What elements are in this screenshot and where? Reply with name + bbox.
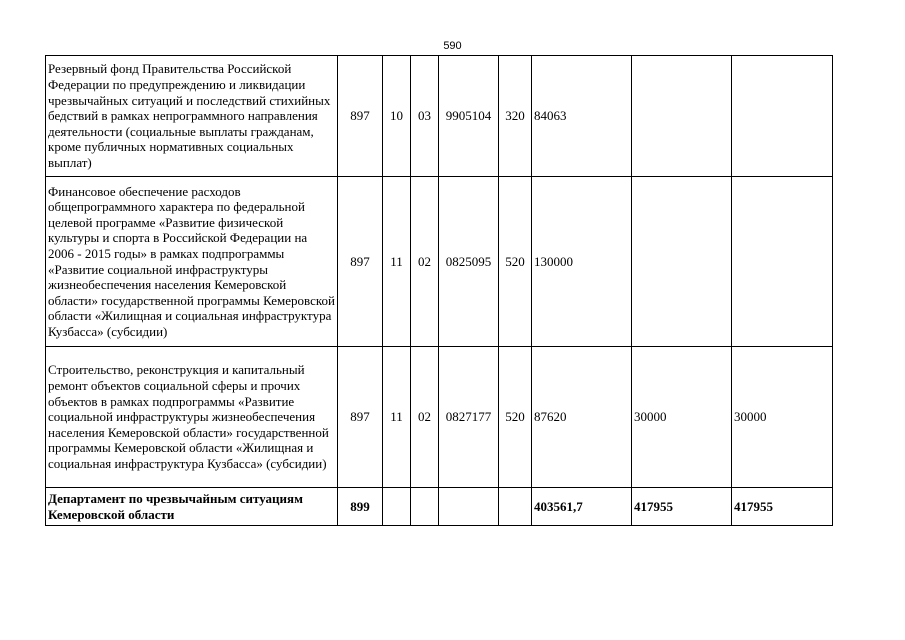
table-row: [46, 347, 833, 488]
page-number: 590: [443, 40, 462, 52]
row-name-cell: Резервный фонд Правительства Российской Федерации по предупреждению и ликвидации чрезвычайных ситуаций и последствий стихийных бедствий в рамках непрограммного направления деятельности (социальные выплаты гражданам, кроме публичных нормативных социальных выплат): [46, 56, 338, 177]
row-name-cell: Департамент по чрезвычайным ситуациям Кемеровской области: [46, 488, 338, 526]
amount-year3-cell: [732, 56, 833, 177]
amount-year2-cell: 417955: [632, 488, 732, 526]
subsection-code-cell: 02: [411, 177, 439, 347]
grbs-code-cell: 897: [338, 56, 383, 177]
subsection-code-cell: 03: [411, 56, 439, 177]
subsection-code-cell: 02: [411, 347, 439, 488]
amount-year2-cell: 30000: [632, 347, 732, 488]
amount-year1-cell: 87620: [532, 347, 632, 488]
section-code-cell: 10: [383, 56, 411, 177]
amount-year1-cell: 130000: [532, 177, 632, 347]
amount-year1-cell: 403561,7: [532, 488, 632, 526]
expense-type-cell: 320: [499, 56, 532, 177]
amount-year2-cell: [632, 177, 732, 347]
target-article-cell: 0827177: [439, 347, 499, 488]
section-code-cell: [383, 488, 411, 526]
amount-year2-cell: [632, 56, 732, 177]
table-row: [46, 56, 833, 177]
amount-year1-cell: 84063: [532, 56, 632, 177]
grbs-code-cell: 899: [338, 488, 383, 526]
row-name-cell: Строительство, реконструкция и капитальный ремонт объектов социальной сферы и прочих объектов в рамках подпрограммы «Развитие социальной инфраструктуры жизнеобеспечения населения Кемеровской области» государственной программы Кемеровской области «Жилищная и социальная инфраструктура Кузбасса» (субсидии): [46, 347, 338, 488]
budget-table: [45, 55, 833, 526]
target-article-cell: 9905104: [439, 56, 499, 177]
section-code-cell: 11: [383, 177, 411, 347]
amount-year3-cell: 417955: [732, 488, 833, 526]
target-article-cell: [439, 488, 499, 526]
table-row: [46, 488, 833, 526]
target-article-cell: 0825095: [439, 177, 499, 347]
grbs-code-cell: 897: [338, 177, 383, 347]
amount-year3-cell: [732, 177, 833, 347]
expense-type-cell: 520: [499, 177, 532, 347]
section-code-cell: 11: [383, 347, 411, 488]
expense-type-cell: 520: [499, 347, 532, 488]
subsection-code-cell: [411, 488, 439, 526]
table-row: [46, 177, 833, 347]
row-name-cell: Финансовое обеспечение расходов общепрограммного характера по федеральной целевой программе «Развитие физической культуры и спорта в Российской Федерации на 2006 - 2015 годы» в рамках подпрограммы «Развитие социальной инфраструктуры жизнеобеспечения населения Кемеровской области» государственной программы Кемеровской области «Жилищная и социальная инфраструктура Кузбасса» (субсидии): [46, 177, 338, 347]
amount-year3-cell: 30000: [732, 347, 833, 488]
expense-type-cell: [499, 488, 532, 526]
grbs-code-cell: 897: [338, 347, 383, 488]
